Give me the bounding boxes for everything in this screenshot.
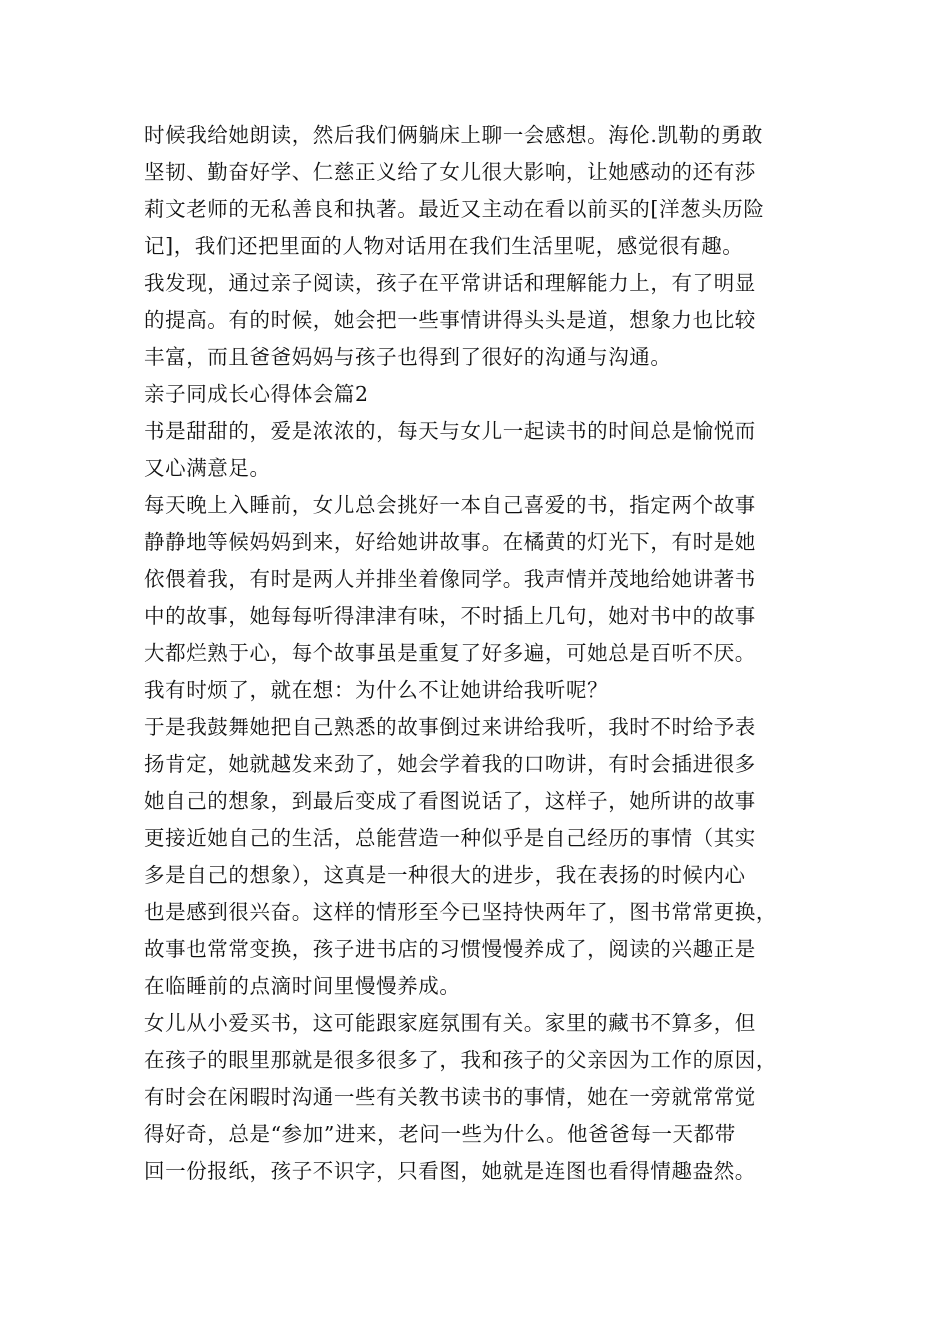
text-line: 于是我鼓舞她把自己熟悉的故事倒过来讲给我听，我时不时给予表 — [144, 715, 756, 739]
text-line: 扬肯定，她就越发来劲了，她会学着我的口吻讲，有时会插进很多 — [144, 752, 756, 776]
text-line: 有时会在闲暇时沟通一些有关教书读书的事情，她在一旁就常常觉 — [144, 1085, 756, 1109]
text-line: 每天晚上入睡前，女儿总会挑好一本自己喜爱的书，指定两个故事 — [144, 493, 756, 517]
text-line: 书是甜甜的，爱是浓浓的，每天与女儿一起读书的时间总是愉悦而 — [144, 419, 756, 443]
text-line: 故事也常常变换，孩子进书店的习惯慢慢养成了，阅读的兴趣正是 — [144, 937, 756, 961]
text-line: 我发现，通过亲子阅读，孩子在平常讲话和理解能力上，有了明显 — [144, 271, 756, 295]
text-line: 静静地等候妈妈到来，好给她讲故事。在橘黄的灯光下，有时是她 — [144, 530, 756, 554]
text-line: 中的故事，她每每听得津津有味，不时插上几句，她对书中的故事 — [144, 604, 756, 628]
text-line: 更接近她自己的生活，总能营造一种似乎是自己经历的事情（其实 — [144, 826, 756, 850]
section-heading: 亲子同成长心得体会篇2 — [144, 382, 369, 406]
text-line: 依偎着我，有时是两人并排坐着像同学。我声情并茂地给她讲著书 — [144, 567, 756, 591]
text-line: 我有时烦了，就在想：为什么不让她讲给我听呢？ — [144, 678, 609, 702]
text-line: 又心满意足。 — [144, 456, 271, 480]
document-body — [144, 117, 809, 1190]
text-line: 在孩子的眼里那就是很多很多了，我和孩子的父亲因为工作的原因， — [144, 1048, 777, 1072]
text-line: 在临睡前的点滴时间里慢慢养成。 — [144, 974, 461, 998]
text-line: 记]，我们还把里面的人物对话用在我们生活里呢，感觉很有趣。 — [144, 234, 744, 258]
text-line: 大都烂熟于心，每个故事虽是重复了好多遍，可她总是百听不厌。 — [144, 641, 756, 665]
text-line: 得好奇，总是“参加”进来，老问一些为什么。他爸爸每一天都带 — [144, 1122, 736, 1146]
text-line: 坚韧、勤奋好学、仁慈正义给了女儿很大影响，让她感动的还有莎 — [144, 160, 756, 184]
text-line: 她自己的想象，到最后变成了看图说话了，这样子，她所讲的故事 — [144, 789, 756, 813]
text-line: 时候我给她朗读，然后我们俩躺床上聊一会感想。海伦.凯勒的勇敢 — [144, 123, 764, 147]
text-line: 丰富，而且爸爸妈妈与孩子也得到了很好的沟通与沟通。 — [144, 345, 672, 369]
text-line: 的提高。有的时候，她会把一些事情讲得头头是道，想象力也比较 — [144, 308, 756, 332]
text-line: 也是感到很兴奋。这样的情形至今已坚持快两年了，图书常常更换， — [144, 900, 777, 924]
text-line: 多是自己的想象），这真是一种很大的进步，我在表扬的时候内心 — [144, 863, 746, 887]
text-line: 回一份报纸，孩子不识字，只看图，她就是连图也看得情趣盎然。 — [144, 1159, 756, 1183]
text-line: 女儿从小爱买书，这可能跟家庭氛围有关。家里的藏书不算多，但 — [144, 1011, 756, 1035]
text-line: 莉文老师的无私善良和执著。最近又主动在看以前买的[洋葱头历险 — [144, 197, 765, 221]
